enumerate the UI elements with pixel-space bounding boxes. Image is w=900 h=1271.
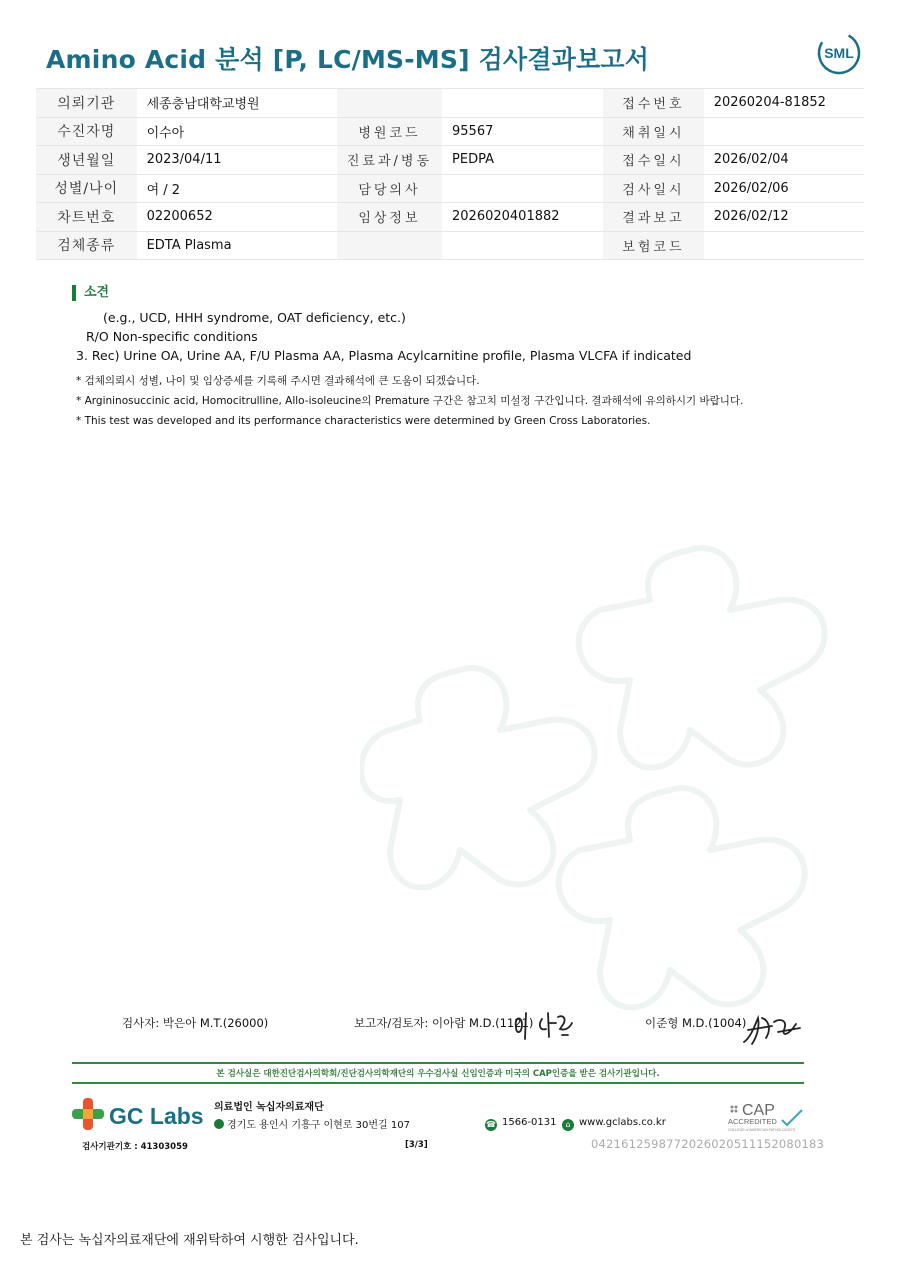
label-cell [337,231,442,260]
opinion-line: 3. Rec) Urine OA, Urine AA, F/U Plasma AA, Plasma Acylcarnitine profile, Plasma VLCFA if indicated [76,348,692,363]
value-cell [704,117,864,146]
cap-accredited-logo [726,1100,806,1134]
info-row [36,117,864,146]
note-line: * This test was developed and its performance characteristics were determined by Green Cross Laboratories. [76,415,651,427]
footer-note: 본 검사는 녹십자의료재단에 재위탁하여 시행한 검사입니다. [20,1233,359,1248]
page-number: [3/3] [405,1140,428,1150]
label-cell: 검체종류 [36,231,137,260]
label-cell: 진료과/병동 [337,146,442,175]
report-title: Amino Acid 분석 [P, LC/MS-MS] 검사결과보고서 [46,45,650,74]
cap-small-text: COLLEGE of AMERICAN PATHOLOGISTS [728,1128,796,1132]
value-cell: 02200652 [137,203,337,232]
lab-number: 검사기관기호 : 41303059 [82,1142,188,1152]
phone-icon: ☎ [486,1120,496,1129]
director-signature-label: 이준형 M.D.(1004) [645,1016,747,1030]
sml-logo-text: SML [824,45,854,61]
info-row [36,231,864,260]
reporter-signature-label: 보고자/검토자: 이아람 M.D.(1121) [354,1016,534,1030]
label-cell: 채취일시 [603,117,704,146]
lab-address-text: 경기도 용인시 기흥구 이현로 30번길 107 [227,1120,410,1131]
label-cell: 성별/나이 [36,174,137,203]
label-cell: 임상정보 [337,203,442,232]
note-line: * 검체의뢰시 성별, 나이 및 임상증세를 기록해 주시면 결과해석에 큰 도움이 되겠습니다. [76,375,480,387]
label-cell: 결과보고 [603,203,704,232]
home-icon: ⌂ [562,1119,574,1131]
info-row [36,203,864,232]
tester-signature-label: 검사자: 박은아 M.T.(26000) [122,1016,269,1030]
value-cell [704,231,864,260]
patient-info-table [36,88,864,260]
cap-logo-text: CAP [742,1102,775,1119]
label-cell: 수진자명 [36,117,137,146]
watermark-cross-graphic [360,540,840,1020]
label-cell: 접수일시 [603,146,704,175]
opinion-line: (e.g., UCD, HHH syndrome, OAT deficiency, etc.) [103,310,406,325]
label-cell: 의뢰기관 [36,89,137,118]
label-cell: 접수번호 [603,89,704,118]
note-line: * Argininosuccinic acid, Homocitrulline, Allo-isoleucine의 Premature 구간은 참고치 미설정 구간입니다. 결과해석에 유의하시기 바랍니다. [76,395,744,407]
value-cell: 20260204-81852 [704,89,864,118]
label-cell: 담당의사 [337,174,442,203]
value-cell [442,231,603,260]
divider-bottom [72,1082,804,1084]
value-cell: 여 / 2 [137,174,337,203]
value-cell: 2026/02/04 [704,146,864,175]
lab-website-text: www.gclabs.co.kr [579,1117,666,1128]
label-cell: 보험코드 [603,231,704,260]
info-row [36,89,864,118]
label-cell: 생년월일 [36,146,137,175]
value-cell [442,174,603,203]
value-cell: 95567 [442,117,603,146]
value-cell: 2026/02/06 [704,174,864,203]
info-row [36,146,864,175]
value-cell: 2026020401882 [442,203,603,232]
value-cell: EDTA Plasma [137,231,337,260]
value-cell: 2023/04/11 [137,146,337,175]
opinion-heading: 소견 [72,285,109,301]
cap-accredited-text: ACCREDITED [728,1117,777,1126]
info-row [36,174,864,203]
opinion-line: R/O Non-specific conditions [86,329,258,344]
barcode-number: 0421612598772026020511152080183 [591,1137,825,1151]
value-cell: 이수아 [137,117,337,146]
label-cell [337,89,442,118]
lab-phone-text: 1566-0131 [502,1117,557,1128]
label-cell: 차트번호 [36,203,137,232]
sml-logo [816,30,862,76]
lab-name: 의료법인 녹십자의료재단 [214,1102,324,1113]
divider-top [72,1062,804,1064]
location-pin-icon [214,1119,224,1129]
reporter-handwritten-signature [512,1005,578,1045]
lab-address [214,1116,410,1131]
value-cell: 세종충남대학교병원 [137,89,337,118]
director-handwritten-signature [738,1008,804,1048]
value-cell [442,89,603,118]
gc-labs-logo-text: GC Labs [109,1103,204,1129]
gc-labs-logo [72,1097,212,1131]
accreditation-text: 본 검사실은 대한진단검사의학회/진단검사의학재단의 우수검사실 신임인증과 미국의 CAP인증을 받은 검사기관입니다. [216,1069,660,1079]
lab-website [562,1117,666,1131]
label-cell: 검사일시 [603,174,704,203]
value-cell: PEDPA [442,146,603,175]
label-cell: 병원코드 [337,117,442,146]
lab-phone [485,1117,557,1131]
value-cell: 2026/02/12 [704,203,864,232]
